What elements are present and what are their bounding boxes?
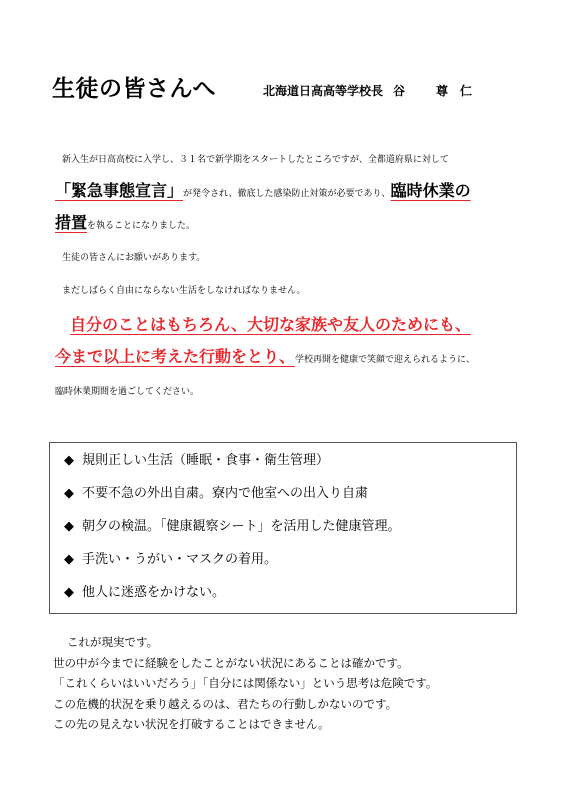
page-title: 生徒の皆さんへ xyxy=(52,76,217,102)
rule-item xyxy=(64,550,516,583)
author xyxy=(263,82,472,99)
rule-text: 不要不急の外出自粛。寮内で他室への出入り自粛 xyxy=(82,486,369,501)
school-reopening-text: 学校再開を健康で笑顔で迎えられるように、 xyxy=(295,355,476,365)
rules-box xyxy=(49,442,517,614)
closing-line: これが現実です。 xyxy=(67,635,159,649)
emphasis-line-1: 自分のことはもちろん、大切な家族や友人のためにも、 xyxy=(70,315,471,334)
intro-paragraph: 新入生が日高高校に入学し、３１名で新学期をスタートしたところですが、全都道府県に対して xyxy=(62,155,449,165)
rule-text: 朝夕の検温。「健康観察シート」を活用した健康管理。 xyxy=(82,519,401,534)
diamond-bullet-icon: ◆ xyxy=(64,552,74,567)
request-paragraph: 生徒の皆さんにお願いがあります。 xyxy=(62,253,206,263)
patience-paragraph: まだしばらく自由にならない生活をしなければなりません。 xyxy=(62,286,306,296)
rule-item xyxy=(64,451,516,484)
author-role: 北海道日高高等学校長 xyxy=(263,84,384,98)
author-family-name: 谷 xyxy=(393,84,407,98)
rule-text: 他人に迷惑をかけない。 xyxy=(82,585,226,600)
rule-text: 手洗い・うがい・マスクの着用。 xyxy=(82,552,278,567)
closing-line: 世の中が今までに経験をしたことがない状況にあることは確かです。 xyxy=(53,655,409,670)
diamond-bullet-icon: ◆ xyxy=(64,486,74,501)
closing-paragraph xyxy=(53,632,437,735)
closing-line: 「これくらいはいいだろう」「自分には関係ない」という思考は危険です。 xyxy=(53,676,438,690)
emergency-declaration-text: 「緊急事態宣言」 xyxy=(55,181,184,200)
rule-item xyxy=(64,484,516,517)
measures-keyword: 措置 xyxy=(55,213,88,232)
diamond-bullet-icon: ◆ xyxy=(64,453,74,468)
closing-line: この先の見えない状況を打破することはできません。 xyxy=(53,717,330,731)
temporary-closure-text: 臨時休業の xyxy=(390,181,471,200)
closing-line: この危機的状況を乗り越えるのは、君たちの行動しかないのです。 xyxy=(53,696,398,711)
diamond-bullet-icon: ◆ xyxy=(64,585,74,600)
emphasis-line-2 xyxy=(55,344,475,367)
rule-text: 規則正しい生活（睡眠・食事・衛生管理） xyxy=(82,453,330,468)
author-given-name: 尊 仁 xyxy=(436,84,473,98)
rule-item xyxy=(64,583,516,616)
measures-rest-text: を執ることになりました。 xyxy=(87,221,196,231)
diamond-bullet-icon: ◆ xyxy=(64,519,74,534)
rule-item xyxy=(64,517,516,550)
emphasis-action-text: 今まで以上に考えた行動をとり、 xyxy=(55,347,296,366)
closure-period-text: 臨時休業期間を過ごしてください。 xyxy=(55,387,200,397)
measures-line xyxy=(55,210,195,233)
declaration-middle-text: が発令され、徹底した感染防止対策が必要であり、 xyxy=(183,189,391,199)
declaration-line xyxy=(55,178,471,201)
rules-list xyxy=(50,443,516,616)
